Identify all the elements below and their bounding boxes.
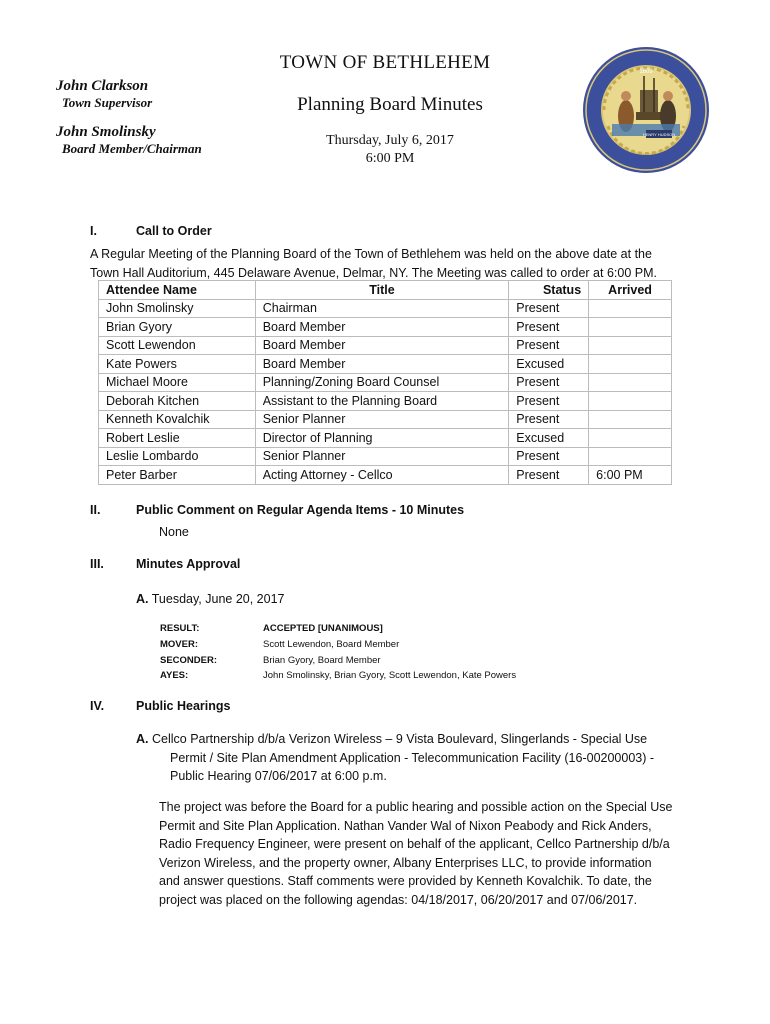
cell-attendee-name: Scott Lewendon <box>99 336 256 355</box>
section-minutes-approval <box>90 557 240 571</box>
cell-status: Excused <box>509 429 589 448</box>
cell-arrived <box>589 299 672 318</box>
cell-attendee-name: Kate Powers <box>99 355 256 374</box>
text-line: Cellco Partnership d/b/a Verizon Wireless – 9 Vista Boulevard, Slingerlands - Special Use <box>151 732 648 746</box>
cell-status: Present <box>509 299 589 318</box>
ayes-value: John Smolinsky, Brian Gyory, Scott Lewendon, Kate Powers <box>263 670 517 682</box>
supervisor-name: John Clarkson <box>56 78 149 94</box>
cell-title: Assistant to the Planning Board <box>255 392 509 411</box>
text-line: Permit and Site Plan Application. Nathan Vander Wal of Nixon Peabody and Rick Anders, <box>159 818 652 833</box>
table-row <box>99 355 672 374</box>
town-title: TOWN OF BETHLEHEM <box>279 52 491 73</box>
cell-arrived <box>589 410 672 429</box>
cell-attendee-name: John Smolinsky <box>99 299 256 318</box>
seconder-label: SECONDER: <box>160 654 218 666</box>
cell-status: Present <box>509 392 589 411</box>
cell-title: Director of Planning <box>255 429 509 448</box>
cell-arrived <box>589 355 672 374</box>
text-line: Town Hall Auditorium, 445 Delaware Avenue, Delmar, NY. The Meeting was called to order at 6:00 PM. <box>90 265 657 280</box>
table-row <box>99 410 672 429</box>
cell-arrived <box>589 373 672 392</box>
hearing-item <box>136 730 654 786</box>
minutes-item <box>136 590 284 609</box>
cell-arrived: 6:00 PM <box>589 466 672 485</box>
text-line: Permit / Site Plan Amendment Application - Telecommunication Facility (16-00200003) - <box>170 750 655 765</box>
text-line: and answer questions. Staff comments were provided by Kenneth Kovalchik. To date, the <box>159 874 652 888</box>
chair-role: Board Member/Chairman <box>62 141 202 156</box>
section-number: III. <box>90 557 104 571</box>
cell-title: Board Member <box>255 336 509 355</box>
text-line: The project was before the Board for a public hearing and possible action on the Special Use <box>159 800 673 814</box>
call-to-order-text <box>90 245 657 282</box>
cell-title: Acting Attorney - Cellco <box>255 466 509 485</box>
table-row <box>99 466 672 485</box>
section-title: Public Hearings <box>136 699 231 713</box>
section-title: Public Comment on Regular Agenda Items - 10 Minutes <box>136 503 465 517</box>
table-row <box>99 299 672 318</box>
cell-arrived <box>589 429 672 448</box>
col-header-arrived: Arrived <box>589 281 672 300</box>
section-number: I. <box>90 224 97 238</box>
cell-attendee-name: Deborah Kitchen <box>99 392 256 411</box>
public-comment-text: None <box>159 525 189 539</box>
table-row <box>99 318 672 337</box>
text-line: Radio Frequency Engineer, were present on behalf of the applicant, Cellco Partnership d/b/a <box>159 837 670 851</box>
cell-status: Present <box>509 410 589 429</box>
table-row <box>99 336 672 355</box>
hearing-paragraph <box>159 798 673 909</box>
col-header-status: Status <box>509 281 589 300</box>
attendance-table <box>98 280 672 485</box>
mover-label: MOVER: <box>160 638 198 650</box>
cell-status: Present <box>509 318 589 337</box>
table-row <box>99 429 672 448</box>
text-line: Verizon Wireless, and the property owner, Albany Enterprises LLC, to provide information <box>159 855 652 870</box>
section-title: Call to Order <box>136 224 212 238</box>
section-number: IV. <box>90 699 105 713</box>
meeting-time: 6:00 PM <box>365 151 415 166</box>
chair-name: John Smolinsky <box>56 124 156 140</box>
text-line: A Regular Meeting of the Planning Board of the Town of Bethlehem was held on the above date at the <box>90 247 652 261</box>
cell-status: Excused <box>509 355 589 374</box>
cell-attendee-name: Brian Gyory <box>99 318 256 337</box>
result-label: RESULT: <box>160 623 200 634</box>
item-letter: A. <box>136 592 149 606</box>
section-call-to-order <box>90 224 212 238</box>
cell-arrived <box>589 336 672 355</box>
text-line: project was placed on the following agendas: 04/18/2017, 06/20/2017 and 07/06/2017. <box>159 892 638 907</box>
cell-attendee-name: Michael Moore <box>99 373 256 392</box>
town-seal-icon <box>582 46 710 174</box>
section-title: Minutes Approval <box>136 557 241 571</box>
cell-title: Board Member <box>255 318 509 337</box>
item-letter: A. <box>136 732 149 746</box>
supervisor-role: Town Supervisor <box>62 95 153 110</box>
cell-title: Senior Planner <box>255 447 509 466</box>
cell-attendee-name: Robert Leslie <box>99 429 256 448</box>
seal-banner: HENRY HUDSON <box>642 132 676 137</box>
cell-attendee-name: Peter Barber <box>99 466 256 485</box>
cell-arrived <box>589 318 672 337</box>
cell-status: Present <box>509 447 589 466</box>
table-row <box>99 392 672 411</box>
seconder-value: Brian Gyory, Board Member <box>263 654 381 666</box>
cell-title: Chairman <box>255 299 509 318</box>
result-value: ACCEPTED [UNANIMOUS] <box>263 623 383 634</box>
table-row <box>99 447 672 466</box>
ayes-label: AYES: <box>160 670 189 682</box>
cell-arrived <box>589 392 672 411</box>
mover-value: Scott Lewendon, Board Member <box>263 638 400 650</box>
cell-title: Planning/Zoning Board Counsel <box>255 373 509 392</box>
section-public-comment <box>90 503 464 517</box>
table-row <box>99 373 672 392</box>
section-public-hearings <box>90 699 230 713</box>
cell-arrived <box>589 447 672 466</box>
table-header-row <box>99 281 672 300</box>
cell-status: Present <box>509 336 589 355</box>
vote-result-block <box>160 621 516 684</box>
cell-attendee-name: Kenneth Kovalchik <box>99 410 256 429</box>
meeting-date: Thursday, July 6, 2017 <box>326 133 454 148</box>
seal-year: 1609 <box>639 69 653 75</box>
cell-status: Present <box>509 373 589 392</box>
cell-attendee-name: Leslie Lombardo <box>99 447 256 466</box>
section-number: II. <box>90 503 101 517</box>
cell-status: Present <box>509 466 589 485</box>
item-text: Tuesday, June 20, 2017 <box>151 592 285 606</box>
text-line: Public Hearing 07/06/2017 at 6:00 p.m. <box>170 769 387 783</box>
cell-title: Board Member <box>255 355 509 374</box>
board-title: Planning Board Minutes <box>297 94 483 115</box>
col-header-attendee: Attendee Name <box>99 281 256 300</box>
cell-title: Senior Planner <box>255 410 509 429</box>
col-header-title: Title <box>255 281 509 300</box>
